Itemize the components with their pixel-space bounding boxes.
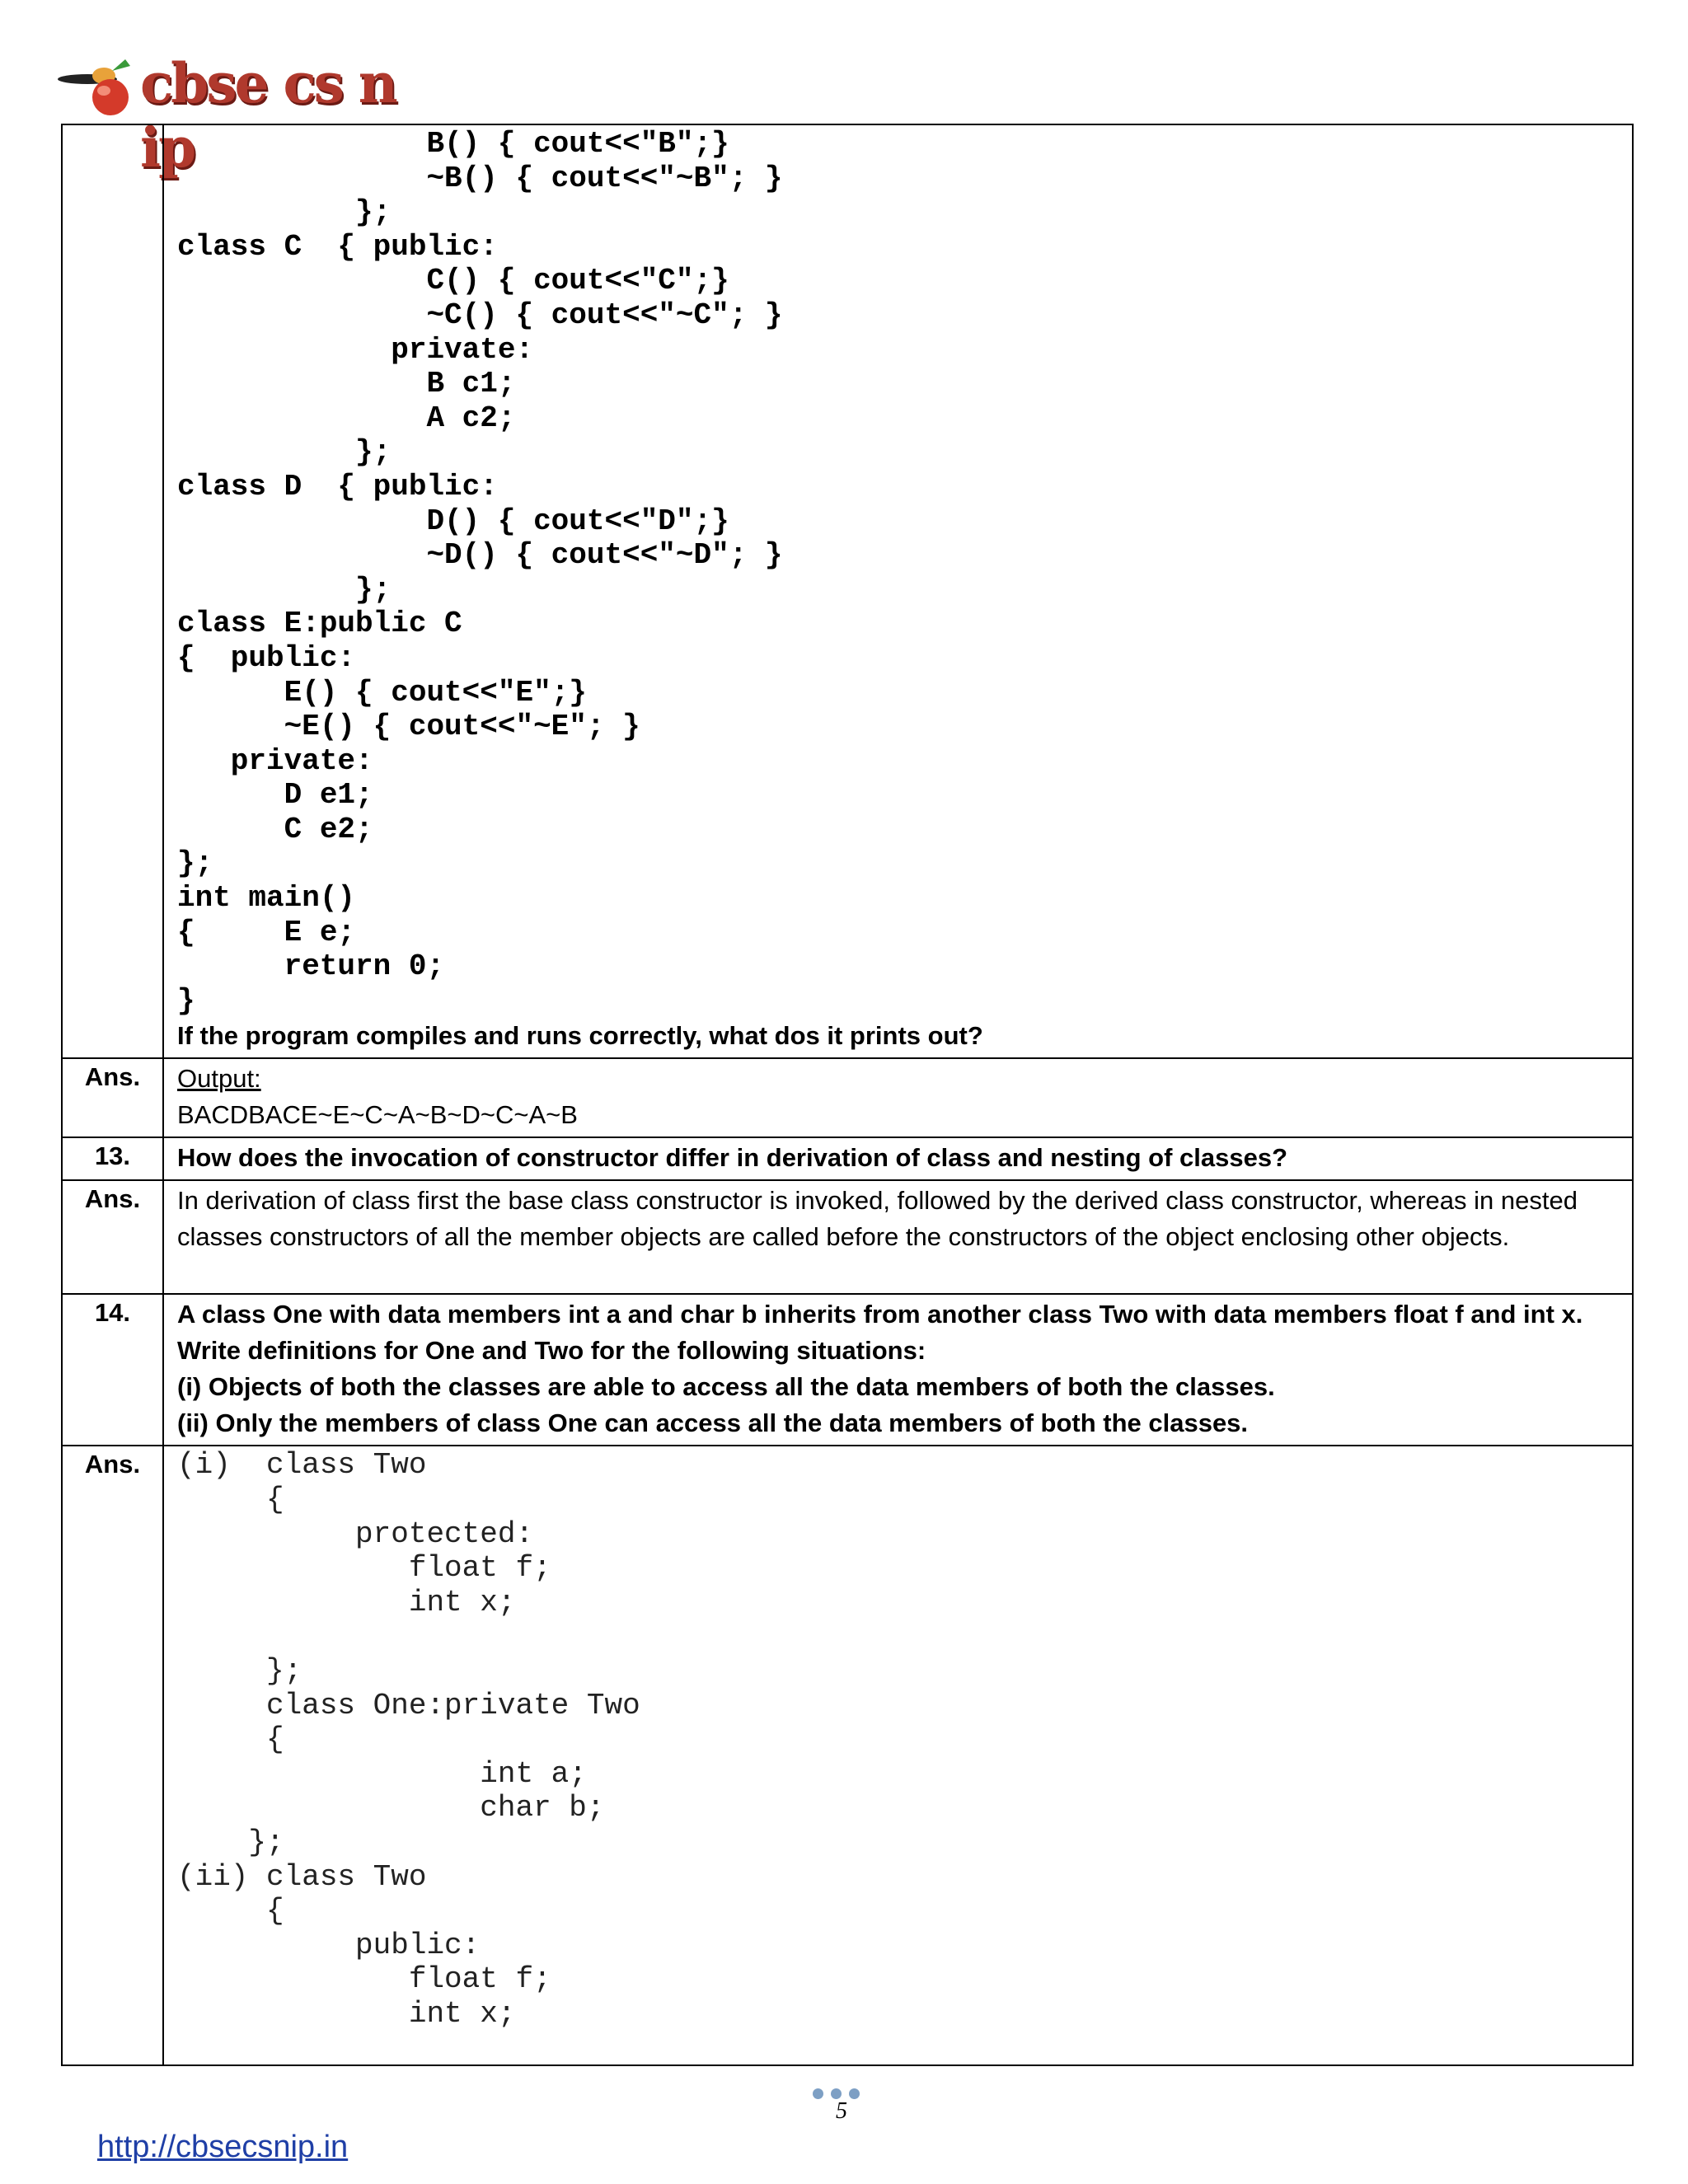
answer-label: Output: [177,1064,261,1094]
question-text: If the program compiles and runs correctly, what dos it prints out? [177,1021,983,1051]
qa-table [61,124,1634,2066]
table-row [62,1294,1633,1446]
question-text: A class One with data members int a and char b inherits from another class Two with data members float f and int x. Write definitions for One and Two for the following situations: [177,1300,1583,1366]
answer-cell [163,1058,1633,1137]
logo-text: cbse cs n ip [140,51,396,180]
question-part-ii: (ii) Only the members of class One can access all the data members of both the classes. [177,1408,1249,1438]
answer-cell [163,1446,1633,2065]
row-number [62,124,163,1058]
row-number: Ans. [62,1446,163,2065]
row-number: Ans. [62,1180,163,1294]
table-row [62,1137,1633,1180]
footer-link[interactable]: http://cbsecsnip.in [97,2130,349,2164]
answer-text: In derivation of class first the base class constructor is invoked, followed by the derived class constructor, whereas in nested classes constructors of all the member objects are called before the constructors of the object enclosing other objects. [177,1186,1578,1252]
mouse-logo-icon [54,54,153,129]
question-cell [163,1294,1633,1446]
row-number: Ans. [62,1058,163,1137]
question-part-i: (i) Objects of both the classes are able to access all the data members of both the classes. [177,1372,1275,1402]
question-text: How does the invocation of constructor differ in derivation of class and nesting of classes? [177,1143,1288,1173]
question-number: 14. [62,1294,163,1446]
table-row [62,1180,1633,1294]
site-logo [54,51,442,180]
question-cell [163,1137,1633,1180]
code-block: (i) class Two { protected: float f; int x; }; class One:private Two { int a; char b; }; (ii) class Two { public: float f; int x; [177,1448,640,2031]
table-row [62,1446,1633,2065]
table-row [62,1058,1633,1137]
question-cell [163,124,1633,1058]
code-block: B() { cout<<"B";} ~B() { cout<<"~B"; } }; class C { public: C() { cout<<"C";} ~C() { cout<<"~C"; } private: B c1; A c2; }; class D { public: D() { cout<<"D";} ~D() { cout<<"~D"; } }; class E:public C { public: E() { cout<<"E";} ~E() { cout<<"~E"; } private: D e1; C e2; }; int main() { E e; return 0; } [177,127,783,1018]
answer-cell [163,1180,1633,1294]
page-number: 5 [836,2098,847,2124]
question-number: 13. [62,1137,163,1180]
table-row [62,124,1633,1058]
answer-text: BACDBACE~E~C~A~B~D~C~A~B [177,1100,578,1130]
